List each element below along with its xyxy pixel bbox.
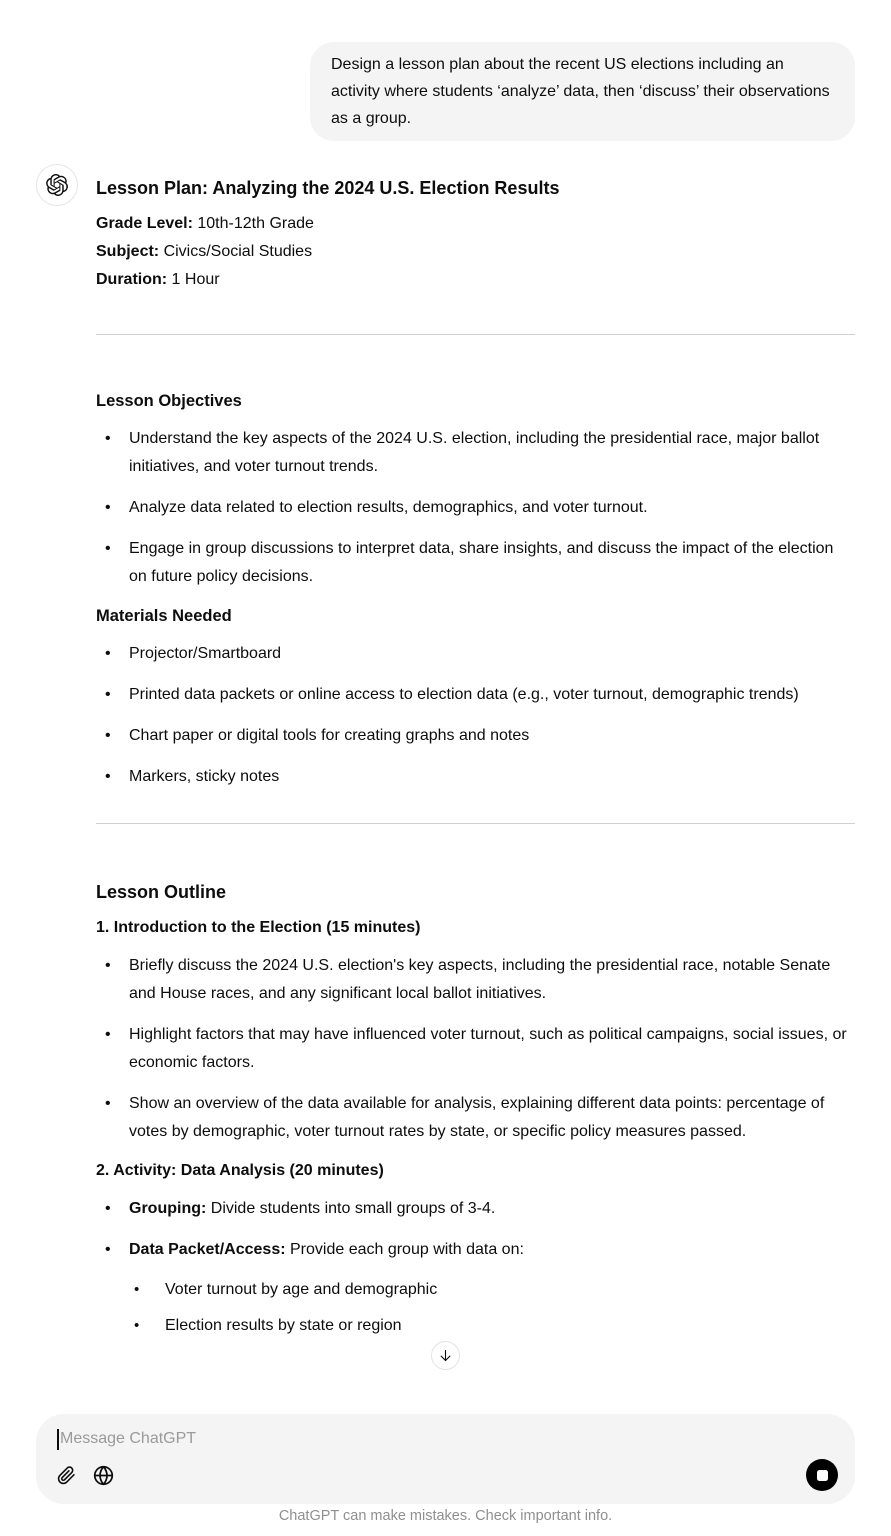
paperclip-icon: [57, 1466, 76, 1485]
list-item: • Projector/Smartboard: [96, 640, 855, 668]
web-search-button[interactable]: [93, 1465, 114, 1486]
list-item: • Printed data packets or online access to election data (e.g., voter turnout, demographic trends): [96, 681, 855, 709]
assistant-message-content: [96, 164, 855, 1353]
stop-generating-button[interactable]: [806, 1459, 838, 1491]
meta-grade-level-value: 10th-12th Grade: [192, 215, 314, 232]
meta-grade-level: [96, 210, 855, 238]
attach-file-button[interactable]: [57, 1466, 76, 1485]
user-message-text: Design a lesson plan about the recent US elections including an activity where students ‘analyze’ data, then ‘discuss’ their observations as a group.: [331, 56, 830, 127]
meta-duration: [96, 266, 855, 294]
list-item-text: Divide students into small groups of 3-4.: [206, 1200, 496, 1217]
outline-step1-heading: 1. Introduction to the Election (15 minutes): [96, 919, 421, 936]
meta-subject-label: Subject:: [96, 243, 160, 260]
outline-heading: Lesson Outline: [96, 882, 227, 902]
openai-logo-icon: [46, 174, 68, 196]
meta-grade-level-label: Grade Level:: [96, 215, 193, 232]
materials-heading: Materials Needed: [96, 607, 232, 625]
outline-step2-heading: 2. Activity: Data Analysis (20 minutes): [96, 1162, 384, 1179]
list-item: • Engage in group discussions to interpret data, share insights, and discuss the impact of the election on future policy decisions.: [96, 535, 855, 591]
arrow-down-icon: [438, 1348, 453, 1363]
composer-toolbar: [57, 1459, 838, 1491]
list-item: • Show an overview of the data available for analysis, explaining different data points: percentage of votes by demographic, voter turnout rates by state, or specific policy measures passed.: [96, 1090, 855, 1146]
chat-thread: [36, 0, 855, 1353]
objectives-heading: Lesson Objectives: [96, 392, 242, 410]
section-divider: [96, 823, 855, 824]
objectives-list: [96, 425, 855, 591]
list-item-text: Provide each group with data on:: [285, 1241, 524, 1258]
text-cursor: [57, 1429, 59, 1450]
message-composer: [36, 1414, 855, 1504]
list-item: [96, 1195, 855, 1223]
meta-duration-value: 1 Hour: [167, 271, 220, 288]
message-input[interactable]: [57, 1427, 838, 1451]
list-item-label: Grouping:: [129, 1200, 207, 1217]
list-item: • Highlight factors that may have influenced voter turnout, such as political campaigns, social issues, or economic factors.: [96, 1021, 855, 1077]
list-item: • Briefly discuss the 2024 U.S. election's key aspects, including the presidential race, notable Senate and House races, and any significant local ballot initiatives.: [96, 952, 855, 1008]
list-item: • Understand the key aspects of the 2024 U.S. election, including the presidential race, major ballot initiatives, and voter turnout trends.: [96, 425, 855, 481]
scroll-to-bottom-button[interactable]: [431, 1341, 460, 1370]
meta-duration-label: Duration:: [96, 271, 168, 288]
step2-list: [96, 1195, 855, 1340]
materials-list: [96, 640, 855, 791]
list-item: [96, 1236, 855, 1340]
user-message-row: [36, 42, 855, 141]
list-item: • Markers, sticky notes: [96, 763, 855, 791]
globe-icon: [93, 1465, 114, 1486]
user-message-bubble: [310, 42, 855, 141]
section-divider: [96, 334, 855, 335]
disclaimer-text: ChatGPT can make mistakes. Check important info.: [278, 1508, 613, 1524]
list-item: • Voter turnout by age and demographic: [129, 1276, 855, 1304]
step1-list: [96, 952, 855, 1146]
list-item: • Analyze data related to election results, demographics, and voter turnout.: [96, 494, 855, 522]
list-item-label: Data Packet/Access:: [129, 1241, 286, 1258]
list-item: • Election results by state or region: [129, 1312, 855, 1340]
step2-sublist: [129, 1276, 855, 1340]
lesson-plan-title: Lesson Plan: Analyzing the 2024 U.S. Election Results: [96, 178, 560, 198]
list-item: • Chart paper or digital tools for creating graphs and notes: [96, 722, 855, 750]
meta-subject-value: Civics/Social Studies: [159, 243, 313, 260]
assistant-message-row: [36, 164, 855, 1353]
message-input-placeholder: Message ChatGPT: [60, 1430, 197, 1447]
stop-square-icon: [817, 1470, 828, 1481]
avatar: [36, 164, 78, 206]
meta-subject: [96, 238, 855, 266]
